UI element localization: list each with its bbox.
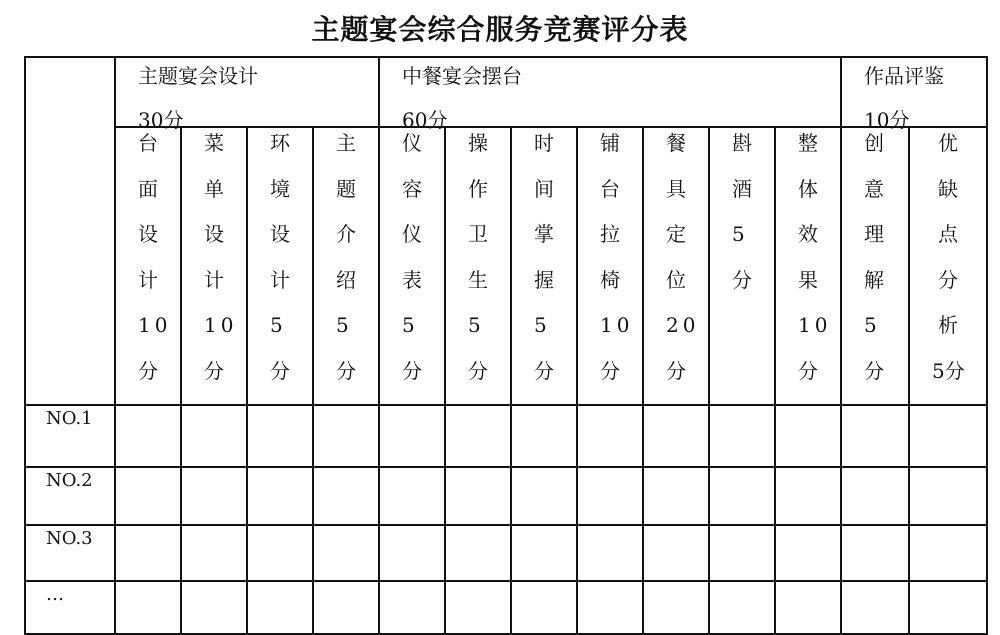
criterion-cell bbox=[181, 127, 247, 405]
criterion-char: 体 bbox=[798, 176, 818, 201]
criterion-char: 题 bbox=[336, 176, 356, 201]
criterion-char: 间 bbox=[534, 176, 554, 201]
criterion-char: 时 bbox=[534, 131, 554, 155]
criterion-char: 握 bbox=[534, 267, 554, 292]
criterion-char: 5 bbox=[534, 313, 551, 338]
score-cell[interactable] bbox=[709, 405, 775, 467]
criterion-char: 仪 bbox=[402, 131, 422, 155]
score-cell[interactable] bbox=[577, 467, 643, 525]
score-cell[interactable] bbox=[379, 467, 445, 525]
criterion-char: 餐 bbox=[666, 131, 686, 155]
score-cell[interactable] bbox=[379, 405, 445, 467]
criterion-char: 创 bbox=[864, 131, 885, 155]
score-cell[interactable] bbox=[247, 581, 313, 634]
score-cell[interactable] bbox=[775, 581, 841, 634]
score-cell[interactable] bbox=[511, 405, 577, 467]
score-cell[interactable] bbox=[445, 525, 511, 581]
criterion-cell bbox=[511, 127, 577, 405]
criterion-char: 计 bbox=[270, 267, 290, 292]
score-cell[interactable] bbox=[115, 525, 181, 581]
criterion-char: 分 bbox=[336, 358, 356, 383]
criterion-char: 分 bbox=[864, 358, 885, 383]
score-cell[interactable] bbox=[841, 525, 909, 581]
criterion-char: 操 bbox=[468, 131, 488, 155]
group-header-evaluation bbox=[841, 57, 987, 132]
score-cell[interactable] bbox=[643, 525, 709, 581]
criterion-char: 定 bbox=[666, 222, 686, 247]
score-cell[interactable] bbox=[181, 405, 247, 467]
criterion-char: 计 bbox=[138, 267, 158, 292]
score-row bbox=[25, 467, 987, 525]
criterion-char: 斟 bbox=[732, 131, 752, 155]
criterion-cell bbox=[909, 127, 987, 405]
criterion-char: 分 bbox=[138, 358, 158, 383]
score-table bbox=[24, 56, 988, 635]
criterion-char: 5 bbox=[864, 313, 881, 338]
criterion-cell bbox=[577, 127, 643, 405]
criterion-char: 果 bbox=[798, 267, 818, 292]
criterion-char: 解 bbox=[864, 267, 885, 292]
criterion-cell bbox=[709, 127, 775, 405]
group-name: 作品评鉴 bbox=[864, 64, 945, 88]
score-cell[interactable] bbox=[841, 405, 909, 467]
criterion-char: 5 bbox=[336, 313, 353, 338]
score-cell[interactable] bbox=[909, 467, 987, 525]
row-label: NO.2 bbox=[25, 467, 115, 525]
criterion-char: 面 bbox=[138, 176, 158, 201]
criterion-char: 仪 bbox=[402, 222, 422, 247]
criterion-char: 介 bbox=[336, 222, 356, 247]
criterion-char: 酒 bbox=[732, 176, 752, 201]
criterion-char: 分 bbox=[402, 358, 422, 383]
criterion-char: 台 bbox=[138, 131, 158, 155]
score-cell[interactable] bbox=[313, 581, 379, 634]
score-cell[interactable] bbox=[709, 581, 775, 634]
score-cell[interactable] bbox=[643, 581, 709, 634]
criterion-char: 容 bbox=[402, 176, 422, 201]
criterion-char: 掌 bbox=[534, 222, 554, 247]
score-cell[interactable] bbox=[775, 525, 841, 581]
criterion-char: 10 bbox=[204, 313, 238, 338]
corner-cell bbox=[25, 57, 115, 405]
group-header-table-setting bbox=[379, 57, 841, 132]
criterion-char: 卫 bbox=[468, 222, 488, 247]
score-cell[interactable] bbox=[379, 525, 445, 581]
criterion-char: 设 bbox=[270, 222, 290, 247]
score-cell[interactable] bbox=[445, 405, 511, 467]
score-cell[interactable] bbox=[909, 405, 987, 467]
criterion-cell bbox=[643, 127, 709, 405]
criterion-char: 椅 bbox=[600, 267, 620, 292]
criterion-char: 5 bbox=[270, 313, 287, 338]
criterion-char: 位 bbox=[666, 267, 686, 292]
criterion-char: 优 bbox=[938, 131, 959, 155]
score-cell[interactable] bbox=[841, 581, 909, 634]
criterion-char: 5 bbox=[402, 313, 419, 338]
criterion-char: 分 bbox=[666, 358, 686, 383]
criterion-char: 拉 bbox=[600, 222, 620, 247]
criterion-char: 分 bbox=[204, 358, 224, 383]
score-cell[interactable] bbox=[511, 581, 577, 634]
criterion-char: 分 bbox=[534, 358, 554, 383]
criterion-char: 设 bbox=[138, 222, 158, 247]
criterion-char: 10 bbox=[798, 313, 832, 338]
score-cell[interactable] bbox=[511, 525, 577, 581]
criterion-char: 表 bbox=[402, 267, 422, 292]
criterion-char: 作 bbox=[468, 176, 488, 201]
score-cell[interactable] bbox=[247, 467, 313, 525]
criterion-char: 20 bbox=[666, 313, 700, 338]
criterion-char: 点 bbox=[938, 222, 959, 247]
score-cell[interactable] bbox=[709, 525, 775, 581]
row-label: NO.3 bbox=[25, 525, 115, 581]
score-cell[interactable] bbox=[181, 581, 247, 634]
criterion-char: 析 bbox=[938, 313, 959, 338]
criterion-char: 环 bbox=[270, 131, 290, 155]
criterion-char: 分 bbox=[270, 358, 290, 383]
score-cell[interactable] bbox=[379, 581, 445, 634]
criterion-char: 境 bbox=[270, 176, 290, 201]
score-cell[interactable] bbox=[775, 467, 841, 525]
criterion-char: 台 bbox=[600, 176, 620, 201]
criterion-cell bbox=[379, 127, 445, 405]
score-cell[interactable] bbox=[247, 405, 313, 467]
criterion-char: 绍 bbox=[336, 267, 356, 292]
score-row bbox=[25, 581, 987, 634]
criterion-char: 分 bbox=[938, 267, 959, 292]
score-cell[interactable] bbox=[775, 405, 841, 467]
score-cell[interactable] bbox=[247, 525, 313, 581]
score-row bbox=[25, 405, 987, 467]
criterion-cell bbox=[445, 127, 511, 405]
score-cell[interactable] bbox=[577, 405, 643, 467]
criterion-char: 单 bbox=[204, 176, 224, 201]
criterion-char: 效 bbox=[798, 222, 818, 247]
group-header-row bbox=[25, 57, 987, 127]
group-header-theme-design bbox=[115, 57, 379, 132]
criterion-cell bbox=[247, 127, 313, 405]
criterion-char: 具 bbox=[666, 176, 686, 201]
criterion-char: 5 bbox=[468, 313, 485, 338]
score-cell[interactable] bbox=[643, 405, 709, 467]
score-cell[interactable] bbox=[643, 467, 709, 525]
criterion-char: 理 bbox=[864, 222, 885, 247]
criterion-char: 主 bbox=[336, 131, 356, 155]
score-cell[interactable] bbox=[115, 405, 181, 467]
score-cell[interactable] bbox=[909, 525, 987, 581]
criterion-char: 整 bbox=[798, 131, 818, 155]
group-points: 30分 bbox=[138, 108, 184, 132]
group-name: 主题宴会设计 bbox=[138, 64, 258, 88]
score-cell[interactable] bbox=[841, 467, 909, 525]
score-cell[interactable] bbox=[445, 467, 511, 525]
criteria-row bbox=[25, 127, 987, 405]
score-cell[interactable] bbox=[511, 467, 577, 525]
criterion-char: 分 bbox=[600, 358, 620, 383]
group-points: 10分 bbox=[864, 108, 910, 132]
criterion-char: 10 bbox=[138, 313, 172, 338]
criterion-char: 生 bbox=[468, 267, 488, 292]
criterion-char: 缺 bbox=[938, 176, 959, 201]
score-cell[interactable] bbox=[115, 581, 181, 634]
criterion-char: 菜 bbox=[204, 131, 224, 155]
row-label: … bbox=[25, 581, 115, 634]
score-cell[interactable] bbox=[313, 467, 379, 525]
row-label: NO.1 bbox=[25, 405, 115, 467]
criterion-char: 铺 bbox=[600, 131, 620, 155]
score-cell[interactable] bbox=[181, 525, 247, 581]
criterion-char: 分 bbox=[468, 358, 488, 383]
criterion-char: 意 bbox=[864, 176, 885, 201]
score-cell[interactable] bbox=[181, 467, 247, 525]
score-cell[interactable] bbox=[115, 467, 181, 525]
criterion-char: 分 bbox=[798, 358, 818, 383]
score-cell[interactable] bbox=[313, 405, 379, 467]
group-name: 中餐宴会摆台 bbox=[402, 64, 522, 88]
criterion-char: 计 bbox=[204, 267, 224, 292]
criterion-cell bbox=[841, 127, 909, 405]
criterion-char: 5分 bbox=[932, 358, 965, 383]
page-title: 主题宴会综合服务竞赛评分表 bbox=[311, 13, 689, 46]
group-points: 60分 bbox=[402, 108, 448, 132]
score-cell[interactable] bbox=[577, 525, 643, 581]
criterion-char: 5 bbox=[732, 222, 745, 247]
score-cell[interactable] bbox=[577, 581, 643, 634]
score-cell[interactable] bbox=[709, 467, 775, 525]
score-cell[interactable] bbox=[445, 581, 511, 634]
criterion-char: 设 bbox=[204, 222, 224, 247]
score-cell[interactable] bbox=[313, 525, 379, 581]
criterion-char: 分 bbox=[732, 267, 752, 292]
criterion-cell bbox=[115, 127, 181, 405]
criterion-cell bbox=[775, 127, 841, 405]
score-row bbox=[25, 525, 987, 581]
criterion-char: 10 bbox=[600, 313, 634, 338]
criterion-cell bbox=[313, 127, 379, 405]
score-cell[interactable] bbox=[909, 581, 987, 634]
